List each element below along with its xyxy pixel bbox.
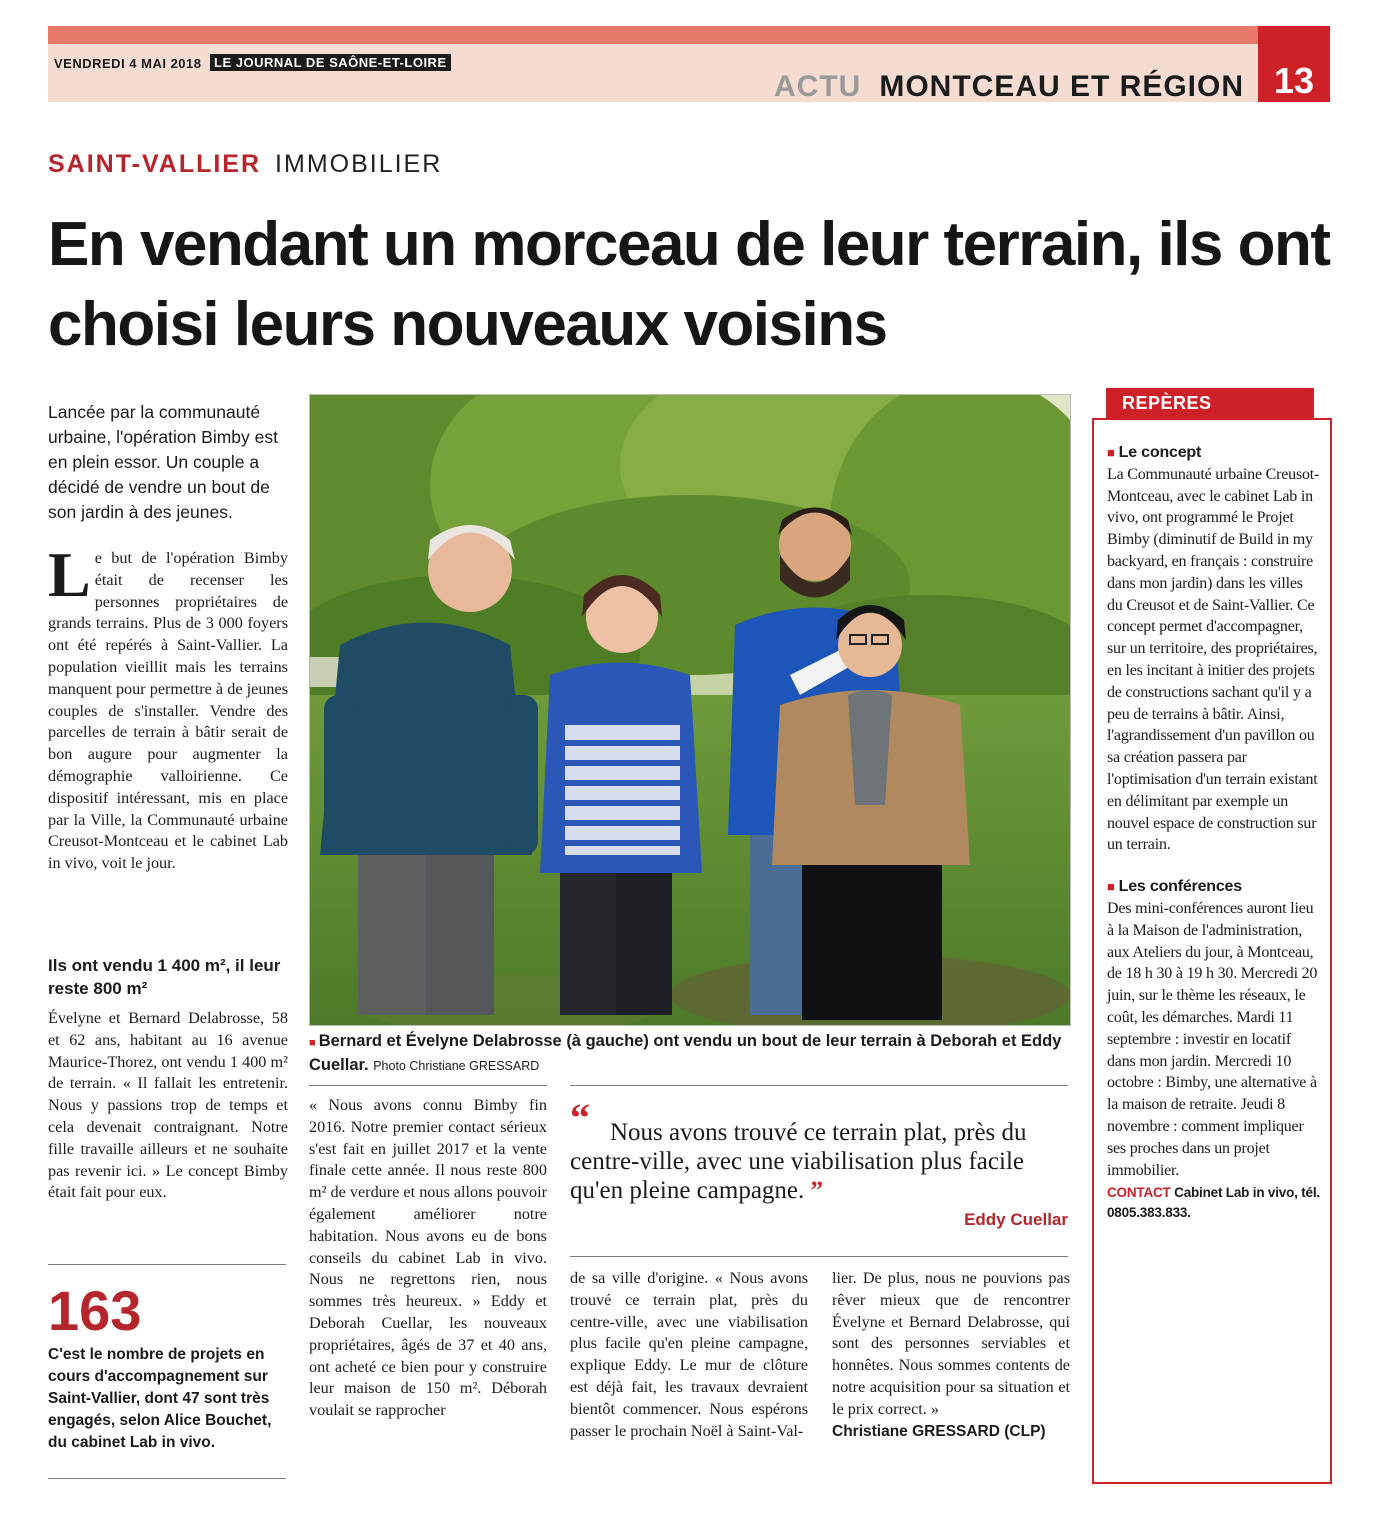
body-text-5: lier. De plus, nous ne pouvions pas rêver mieux que de rencontrer Évelyne et Bernard Delabrosse, qui sont des personnes serviables et honnêtes. Nous sommes contents de notre acquisition pour sa situation et le prix correct. »	[832, 1269, 1070, 1418]
body-paragraph-2: Évelyne et Bernard Delabrosse, 58 et 62 ans, habitant au 16 avenue Maurice-Thorez, ont vendu 1 400 m² de terrain. « Il fallait les entretenir. Nous y passions trop de temps et cela devenait contraignant. Notre fille travaille ailleurs et ne souhaite pas revenir ici. » Le concept Bimby était fait pour eux.	[48, 1009, 288, 1202]
header-accent-line	[48, 26, 1330, 44]
reperes-concept-text: La Communauté urbaine Creusot-Montceau, avec le cabinet Lab in vivo, ont programmé le Projet Bimby (diminutif de Build in my backyard, en français : construire dans mon jardin) dans les villes du Creusot et de Saint-Vallier. Ce concept permet d'accompagner, sur un territoire, des propriétaires, en les incitant à initier des projets de constructions sachant qu'il y a peu de terrains à bâtir. Ainsi, l'agrandissement d'un pavillon ou sa création passera par l'optimisation d'un terrain existant en délimitant par exemple un nouvel espace de construction sur un terrain.	[1107, 465, 1320, 854]
stat-number: 163	[48, 1279, 142, 1342]
page-header	[48, 26, 1330, 102]
quote-text: Nous avons trouvé ce terrain plat, près du centre-ville, avec une viabilisation plus facile qu'en pleine campagne.	[570, 1119, 1027, 1204]
section-prefix: ACTU	[774, 70, 862, 103]
quote-divider-top	[570, 1085, 1068, 1086]
article-signature: Christiane GRESSARD (CLP)	[832, 1422, 1046, 1440]
caption-square-icon: ■	[309, 1037, 319, 1049]
caption-text: Bernard et Évelyne Delabrosse (à gauche) ont vendu un bout de leur terrain à Deborah et Eddy Cuellar.	[309, 1032, 1062, 1074]
reperes-content	[1107, 442, 1321, 1223]
body-paragraph-4: de sa ville d'origine. « Nous avons trouvé ce terrain plat, près du centre-ville, avec une viabilisation plus facile qu'en pleine campagne, explique Eddy. Le mur de clôture est déjà fait, les travaux devraient bientôt commencer. Nous espérons passer le prochain Noël à Saint-Val-	[570, 1269, 808, 1440]
body-text-1: e but de l'opération Bimby était de recenser les personnes propriétaires de grands terrains. Plus de 3 000 foyers ont été repérés à Saint-Vallier. La population vieillit mais les terrains manquent pour permettre à de jeunes couples de s'installer. Vendre des parcelles de terrain à bâtir serait de bon augure pour augmenter la démographie valloirienne. Ce dispositif intéressant, mis en place par la Ville, la Communauté urbaine Creusot-Montceau et le cabinet Lab in vivo, voit le jour.	[48, 549, 288, 873]
conf-title: Les conférences	[1118, 878, 1242, 896]
photo-illustration	[310, 395, 1070, 1025]
article-photo	[309, 394, 1071, 1026]
quote-divider-bottom	[570, 1256, 1068, 1257]
stat-divider-bottom	[48, 1478, 286, 1479]
photo-credit: Photo Christiane GRESSARD	[373, 1059, 540, 1073]
kicker-topic: IMMOBILIER	[275, 150, 443, 178]
contact-label: CONTACT	[1107, 1185, 1171, 1201]
reperes-conf-text: Des mini-conférences auront lieu à la Maison de l'administration, aux Ateliers du jour, à Montceau, de 18 h 30 à 19 h 30. Mercredi 20 juin, sur le thème les réseaux, le coût, les démarches. Mardi 11 septembre : investir en locatif dans mon jardin. Mercredi 10 octobre : Bimby, une alternative à la maison de retraite. Jeudi 8 novembre : comment impliquer ses proches dans un projet immobilier.	[1107, 899, 1318, 1179]
reperes-contact	[1107, 1183, 1321, 1223]
contact-text: Cabinet Lab in vivo, tél. 0805.383.833.	[1107, 1185, 1320, 1221]
article-headline: En vendant un morceau de leur terrain, ils ont choisi leurs nouveaux voisins	[48, 210, 1330, 359]
section-name: MONTCEAU ET RÉGION	[879, 70, 1244, 103]
body-paragraph-5	[832, 1268, 1070, 1442]
reperes-conf-heading	[1107, 876, 1321, 898]
section-rubric	[774, 70, 1244, 104]
quote-open-mark: “	[570, 1095, 590, 1140]
quote-close-mark: ”	[810, 1177, 824, 1204]
drop-cap: L	[48, 539, 91, 610]
stat-divider-top	[48, 1264, 286, 1265]
reperes-title: REPÈRES	[1106, 388, 1314, 418]
reperes-concept-heading	[1107, 442, 1321, 464]
quote-author: Eddy Cuellar	[964, 1210, 1068, 1229]
stat-description: C'est le nombre de projets en cours d'accompagnement sur Saint-Vallier, dont 47 sont très engagés, selon Alice Bouchet, du cabinet Lab in vivo.	[48, 1346, 272, 1451]
page-number: 13	[1258, 26, 1330, 102]
concept-title: Le concept	[1118, 444, 1202, 461]
article-intro: Lancée par la communauté urbaine, l'opération Bimby est en plein essor. Un couple a décidé de vendre un bout de son jardin à des jeunes.	[48, 402, 278, 522]
article-kicker	[48, 150, 442, 179]
kicker-place: SAINT-VALLIER	[48, 150, 262, 178]
photo-caption	[309, 1030, 1069, 1077]
square-bullet-icon: ■	[1107, 879, 1115, 895]
newspaper-name: LE JOURNAL DE SAÔNE-ET-LOIRE	[210, 54, 451, 71]
body-paragraph-3: « Nous avons connu Bimby fin 2016. Notre premier contact sérieux s'est fait en juillet 2017 et la vente finale cette année. Il nous reste 800 m² de verdure et nous allons pouvoir également améliorer notre habitation. Nous avons eu de bons conseils du cabinet Lab in vivo. Nous ne regrettons rien, nous sommes très heureux. » Eddy et Deborah Cuellar, les nouveaux propriétaires, âgés de 37 et 40 ans, ont acheté ce bien pour y construire leur maison de 150 m². Déborah voulait se rapprocher	[309, 1096, 547, 1420]
issue-date: VENDREDI 4 MAI 2018	[54, 56, 202, 71]
col2-divider	[309, 1085, 547, 1086]
body-subhead: Ils ont vendu 1 400 m², il leur reste 800 m²	[48, 956, 281, 998]
body-paragraph-1	[48, 539, 288, 875]
quote-body	[570, 1118, 1068, 1205]
square-bullet-icon: ■	[1107, 445, 1115, 460]
